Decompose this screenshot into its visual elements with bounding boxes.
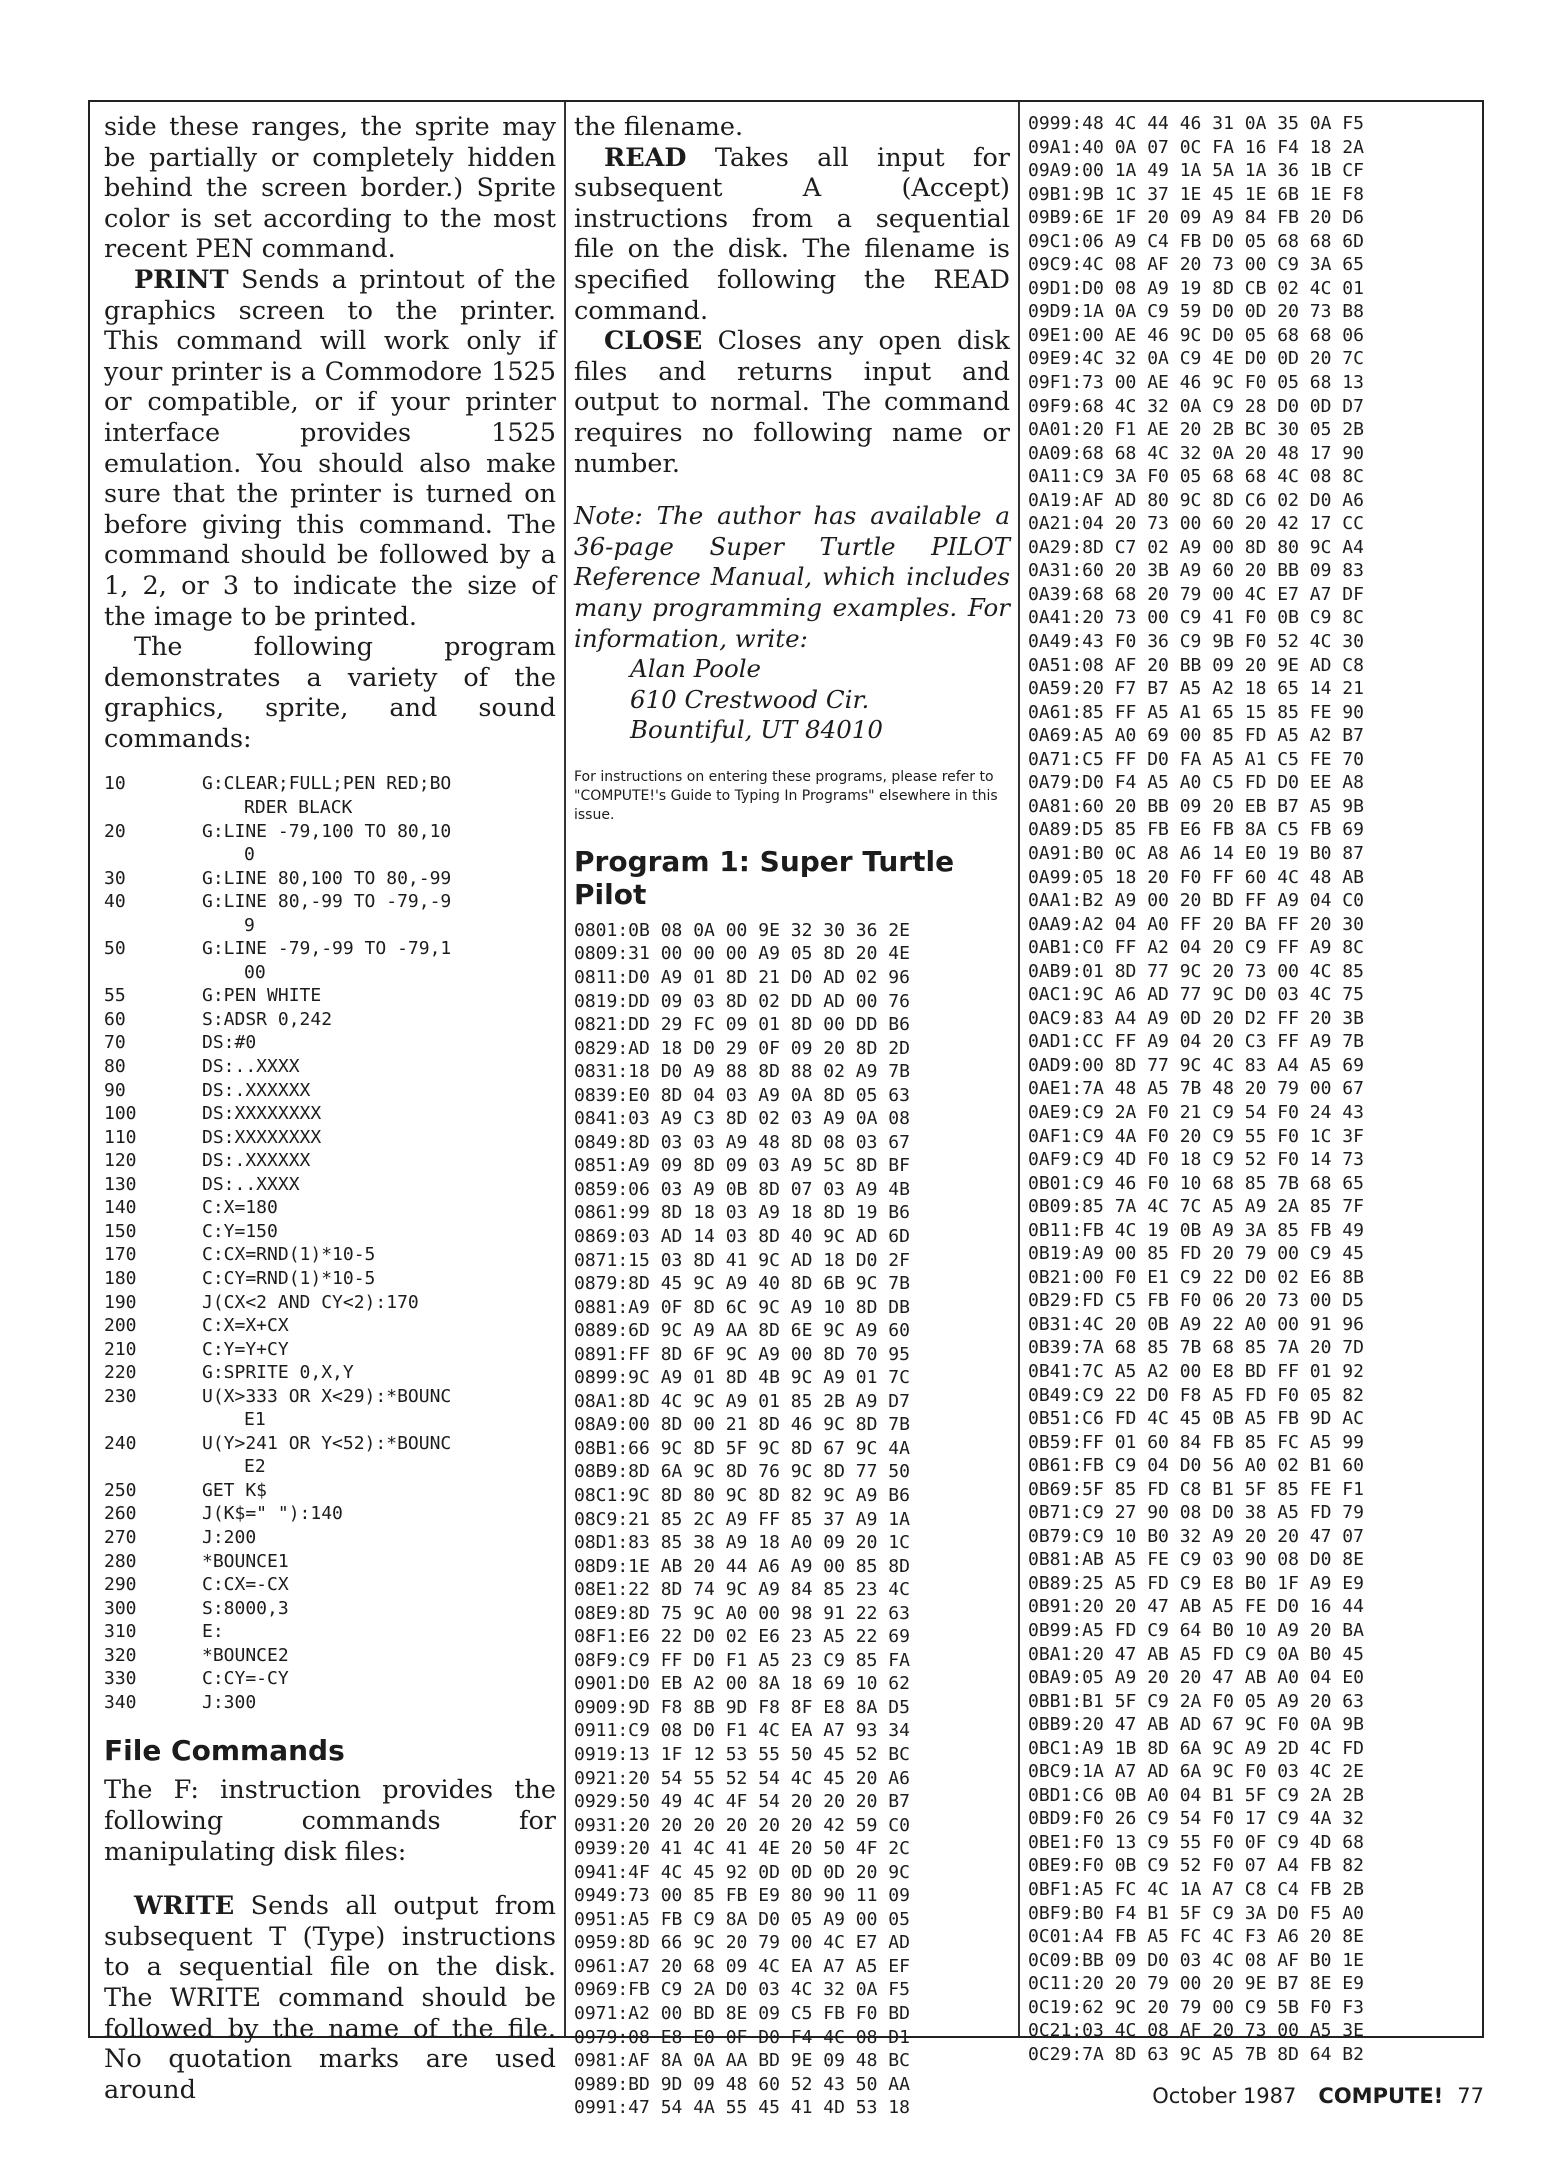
hex-line: 0891:FF 8D 6F 9C A9 00 8D 70 95 [574, 1343, 910, 1365]
hex-listing-column-3 [1028, 112, 1480, 2066]
hex-line: 0909:9D F8 8B 9D F8 8F E8 8A D5 [574, 1696, 910, 1718]
line-code: J(CX<2 AND CY<2):170 [202, 1291, 419, 1313]
line-number [104, 796, 202, 820]
hex-line: 0829:AD 18 D0 29 0F 09 20 8D 2D [574, 1037, 910, 1059]
hex-line: 0B09:85 7A 4C 7C A5 A9 2A 85 7F [1028, 1196, 1364, 1218]
hex-line: 0A29:8D C7 02 A9 00 8D 80 9C A4 [1028, 536, 1364, 558]
line-code: U(X>333 OR X<29):*BOUNC [202, 1385, 452, 1407]
line-code: G:LINE 80,100 TO 80,-99 [202, 867, 452, 889]
hex-line: 0981:AF 8A 0A AA BD 9E 09 48 BC [574, 2050, 910, 2072]
hex-line: 0AD9:00 8D 77 9C 4C 83 A4 A5 69 [1028, 1054, 1364, 1076]
hex-line: 0811:D0 A9 01 8D 21 D0 AD 02 96 [574, 966, 910, 988]
line-number: 320 [104, 1644, 137, 1666]
hex-line: 09B1:9B 1C 37 1E 45 1E 6B 1E F8 [1028, 183, 1364, 205]
hex-line: 0BD9:F0 26 C9 54 F0 17 C9 4A 32 [1028, 1808, 1364, 1830]
program-line [104, 820, 556, 844]
hex-line: 09E1:00 AE 46 9C D0 05 68 68 06 [1028, 324, 1364, 346]
hex-line: 0AD1:CC FF A9 04 20 C3 FF A9 7B [1028, 1031, 1364, 1053]
hex-line: 0A69:A5 A0 69 00 85 FD A5 A2 B7 [1028, 725, 1364, 747]
line-code: G:LINE 80,-99 TO -79,-9 [202, 891, 452, 913]
hex-line: 0971:A2 00 BD 8E 09 C5 FB F0 BD [574, 2003, 910, 2025]
program-line [104, 1550, 556, 1574]
hex-line: 0C29:7A 8D 63 9C A5 7B 8D 64 B2 [1028, 2043, 1364, 2065]
line-code: J:200 [202, 1526, 257, 1548]
hex-line: 0889:6D 9C A9 AA 8D 6E 9C A9 60 [574, 1320, 910, 1342]
hex-line: 0C19:62 9C 20 79 00 C9 5B F0 F3 [1028, 1996, 1364, 2018]
line-number: 240 [104, 1432, 137, 1454]
line-number: 300 [104, 1597, 137, 1619]
line-code: DS:XXXXXXXX [202, 1126, 322, 1148]
line-number: 150 [104, 1220, 137, 1242]
line-number: 60 [104, 1008, 126, 1030]
hex-line: 0C21:03 4C 08 AF 20 73 00 A5 3E [1028, 2020, 1364, 2042]
following-paragraph: The following program demonstrates a variety of the graphics, sprite, and sound commands: [104, 632, 556, 754]
hex-line: 08D9:1E AB 20 44 A6 A9 00 85 8D [574, 1555, 910, 1577]
line-code: RDER BLACK [244, 797, 353, 819]
program-line [104, 1267, 556, 1291]
hex-line: 0A21:04 20 73 00 60 20 42 17 CC [1028, 513, 1364, 535]
page-footer [1152, 2084, 1484, 2108]
hex-line: 0A91:B0 0C A8 A6 14 E0 19 B0 87 [1028, 842, 1364, 864]
line-number: 120 [104, 1150, 137, 1172]
hex-line: 0AB1:C0 FF A2 04 20 C9 FF A9 8C [1028, 937, 1364, 959]
line-number: 200 [104, 1315, 137, 1337]
line-number: 80 [104, 1056, 126, 1078]
program-line [104, 1644, 556, 1668]
program-line [104, 1361, 556, 1385]
line-number: 40 [104, 891, 126, 913]
line-code: G:PEN WHITE [202, 985, 322, 1007]
page-number: 77 [1457, 2084, 1484, 2108]
print-text: Sends a printout of the graphics screen to the printer. This command will work only if your printer is a Commodore 1525 or compatible, or if your printer interface provides 1525 emulation. You should also make sure that the printer is turned on before giving this command. The command should be followed by a 1, 2, or 3 to indicate the size of the image to be printed. [104, 264, 556, 632]
hex-line: 0979:08 E8 E0 0F D0 F4 4C 08 D1 [574, 2026, 910, 2048]
line-number: 340 [104, 1691, 137, 1713]
close-keyword: CLOSE [604, 326, 703, 357]
program-line [104, 1173, 556, 1197]
hex-line: 0801:0B 08 0A 00 9E 32 30 36 2E [574, 919, 910, 941]
hex-line: 0BF1:A5 FC 4C 1A A7 C8 C4 FB 2B [1028, 1879, 1364, 1901]
hex-line: 0A09:68 68 4C 32 0A 20 48 17 90 [1028, 442, 1364, 464]
program-line [104, 937, 556, 961]
hex-line: 0959:8D 66 9C 20 79 00 4C E7 AD [574, 1932, 910, 1954]
program-line [104, 1338, 556, 1362]
write-paragraph [104, 1891, 556, 2105]
program-line [104, 1385, 556, 1409]
hex-line: 0831:18 D0 A9 88 8D 88 02 A9 7B [574, 1061, 910, 1083]
hex-line: 0A81:60 20 BB 09 20 EB B7 A5 9B [1028, 795, 1364, 817]
hex-line: 0BB1:B1 5F C9 2A F0 05 A9 20 63 [1028, 1690, 1364, 1712]
hex-line: 0949:73 00 85 FB E9 80 90 11 09 [574, 1885, 910, 1907]
hex-line: 0941:4F 4C 45 92 0D 0D 0D 20 9C [574, 1861, 910, 1883]
line-number: 250 [104, 1479, 137, 1501]
line-code: J(K$=" "):140 [202, 1503, 343, 1525]
program-line [104, 1597, 556, 1621]
hex-line: 0BA1:20 47 AB A5 FD C9 0A B0 45 [1028, 1643, 1364, 1665]
hex-line: 08A9:00 8D 00 21 8D 46 9C 8D 7B [574, 1414, 910, 1436]
line-number: 310 [104, 1621, 137, 1643]
line-number: 50 [104, 938, 126, 960]
hex-line: 0C11:20 20 79 00 20 9E B7 8E E9 [1028, 1973, 1364, 1995]
filename-text: the filename. [574, 112, 744, 142]
line-code: 0 [244, 844, 255, 866]
author-note: Note: The author has available a 36-page Super Turtle PILOT Reference Manual, which includes many programming examples. For information, write: [574, 501, 1010, 653]
hex-line: 0B41:7C A5 A2 00 E8 BD FF 01 92 [1028, 1360, 1364, 1382]
line-code: C:CY=RND(1)*10-5 [202, 1267, 376, 1289]
line-code: G:CLEAR;FULL;PEN RED;BO [202, 773, 452, 795]
line-code: 9 [244, 914, 255, 936]
line-number: 290 [104, 1574, 137, 1596]
hex-line: 0AA1:B2 A9 00 20 BD FF A9 04 C0 [1028, 890, 1364, 912]
write-keyword: WRITE [134, 1891, 235, 1922]
program-line [104, 796, 556, 820]
hex-line: 0821:DD 29 FC 09 01 8D 00 DD B6 [574, 1014, 910, 1036]
hex-listing-column-2 [574, 919, 1010, 2120]
column-rule-1 [564, 102, 566, 2036]
hex-line: 09C9:4C 08 AF 20 73 00 C9 3A 65 [1028, 254, 1364, 276]
program-line [104, 867, 556, 891]
print-keyword: PRINT [134, 264, 229, 295]
line-code: DS:.XXXXXX [202, 1150, 311, 1172]
line-number: 230 [104, 1385, 137, 1407]
hex-line: 0921:20 54 55 52 54 4C 45 20 A6 [574, 1767, 910, 1789]
read-paragraph [574, 143, 1010, 327]
line-code: DS:.XXXXXX [202, 1079, 311, 1101]
line-code: 00 [244, 961, 266, 983]
hex-line: 09F9:68 4C 32 0A C9 28 D0 0D D7 [1028, 395, 1364, 417]
hex-line: 0C09:BB 09 D0 03 4C 08 AF B0 1E [1028, 1949, 1364, 1971]
hex-line: 0BE1:F0 13 C9 55 F0 0F C9 4D 68 [1028, 1831, 1364, 1853]
program-line [104, 1691, 556, 1715]
line-code: C:Y=Y+CY [202, 1338, 289, 1360]
hex-line: 0A89:D5 85 FB E6 FB 8A C5 FB 69 [1028, 819, 1364, 841]
hex-line: 0B81:AB A5 FE C9 03 90 08 D0 8E [1028, 1549, 1364, 1571]
hex-line: 0B59:FF 01 60 84 FB 85 FC A5 99 [1028, 1431, 1364, 1453]
program-line [104, 1479, 556, 1503]
hex-line: 0B71:C9 27 90 08 D0 38 A5 FD 79 [1028, 1502, 1364, 1524]
line-number: 140 [104, 1197, 137, 1219]
line-number: 280 [104, 1550, 137, 1572]
hex-line: 0939:20 41 4C 41 4E 20 50 4F 2C [574, 1838, 910, 1860]
hex-line: 0A49:43 F0 36 C9 9B F0 52 4C 30 [1028, 631, 1364, 653]
program-line [104, 1149, 556, 1173]
hex-line: 0951:A5 FB C9 8A D0 05 A9 00 05 [574, 1908, 910, 1930]
line-code: GET K$ [202, 1479, 268, 1501]
line-number: 70 [104, 1032, 126, 1054]
hex-line: 0B69:5F 85 FD C8 B1 5F 85 FE F1 [1028, 1478, 1364, 1500]
hex-line: 0A11:C9 3A F0 05 68 68 4C 08 8C [1028, 466, 1364, 488]
column-1 [104, 112, 556, 2105]
close-paragraph [574, 326, 1010, 479]
hex-line: 08F9:C9 FF D0 F1 A5 23 C9 85 FA [574, 1649, 910, 1671]
hex-line: 09B9:6E 1F 20 09 A9 84 FB 20 D6 [1028, 207, 1364, 229]
program-line [104, 1102, 556, 1126]
program-line [104, 1455, 556, 1479]
hex-line: 08B9:8D 6A 9C 8D 76 9C 8D 77 50 [574, 1461, 910, 1483]
line-code: DS:#0 [202, 1032, 257, 1054]
magazine-name: COMPUTE! [1318, 2084, 1444, 2108]
program-line [104, 1667, 556, 1691]
line-number [104, 1408, 202, 1432]
hex-line: 0881:A9 0F 8D 6C 9C A9 10 8D DB [574, 1296, 910, 1318]
program-line [104, 843, 556, 867]
hex-line: 0A99:05 18 20 F0 FF 60 4C 48 AB [1028, 866, 1364, 888]
hex-line: 09D1:D0 08 A9 19 8D CB 02 4C 01 [1028, 277, 1364, 299]
line-number: 210 [104, 1338, 137, 1360]
hex-line: 0B19:A9 00 85 FD 20 79 00 C9 45 [1028, 1243, 1364, 1265]
line-number: 10 [104, 773, 126, 795]
hex-line: 0B49:C9 22 D0 F8 A5 FD F0 05 82 [1028, 1384, 1364, 1406]
hex-line: 0969:FB C9 2A D0 03 4C 32 0A F5 [574, 1979, 910, 2001]
line-number [104, 1455, 202, 1479]
line-number: 330 [104, 1668, 137, 1690]
hex-line: 09C1:06 A9 C4 FB D0 05 68 68 6D [1028, 230, 1364, 252]
print-paragraph [104, 265, 556, 632]
hex-line: 0AB9:01 8D 77 9C 20 73 00 4C 85 [1028, 960, 1364, 982]
line-code: E: [202, 1621, 224, 1643]
program-line [104, 961, 556, 985]
hex-line: 0B91:20 20 47 AB A5 FE D0 16 44 [1028, 1596, 1364, 1618]
hex-line: 0809:31 00 00 00 A9 05 8D 20 4E [574, 943, 910, 965]
line-number: 90 [104, 1079, 126, 1101]
sprite-range-paragraph: side these ranges, the sprite may be partially or completely hidden behind the screen border.) Sprite color is set according to the most recent PEN command. [104, 112, 556, 265]
address-line-1: Alan Poole [630, 654, 762, 684]
line-number: 110 [104, 1126, 137, 1148]
line-code: S:ADSR 0,242 [202, 1008, 333, 1030]
hex-line: 0A71:C5 FF D0 FA A5 A1 C5 FE 70 [1028, 748, 1364, 770]
line-code: J:300 [202, 1691, 257, 1713]
hex-line: 0BF9:B0 F4 B1 5F C9 3A D0 F5 A0 [1028, 1902, 1364, 1924]
column-3 [1028, 112, 1480, 2065]
hex-line: 0851:A9 09 8D 09 03 A9 5C 8D BF [574, 1155, 910, 1177]
hex-line: 0A31:60 20 3B A9 60 20 BB 09 83 [1028, 560, 1364, 582]
hex-line: 0931:20 20 20 20 20 20 42 59 C0 [574, 1814, 910, 1836]
hex-line: 0989:BD 9D 09 48 60 52 43 50 AA [574, 2073, 910, 2095]
program-line [104, 1573, 556, 1597]
close-text: Closes any open disk files and returns input and output to normal. The command requires no following name or number. [574, 326, 1010, 479]
hex-line: 08E1:22 8D 74 9C A9 84 85 23 4C [574, 1579, 910, 1601]
line-number [104, 914, 202, 938]
hex-line: 0A61:85 FF A5 A1 65 15 85 FE 90 [1028, 701, 1364, 723]
read-keyword: READ [604, 142, 687, 173]
line-code: C:CX=RND(1)*10-5 [202, 1244, 376, 1266]
program-line [104, 1502, 556, 1526]
hex-line: 0A41:20 73 00 C9 41 F0 0B C9 8C [1028, 607, 1364, 629]
hex-line: 08F1:E6 22 D0 02 E6 23 A5 22 69 [574, 1626, 910, 1648]
hex-line: 0899:9C A9 01 8D 4B 9C A9 01 7C [574, 1367, 910, 1389]
hex-line: 09A9:00 1A 49 1A 5A 1A 36 1B CF [1028, 160, 1364, 182]
hex-line: 0859:06 03 A9 0B 8D 07 03 A9 4B [574, 1178, 910, 1200]
column-2 [574, 112, 1010, 2119]
program-line [104, 984, 556, 1008]
line-code: U(Y>241 OR Y<52):*BOUNC [202, 1432, 452, 1454]
hex-line: 09A1:40 0A 07 0C FA 16 F4 18 2A [1028, 136, 1364, 158]
program-line [104, 1243, 556, 1267]
hex-line: 0A39:68 68 20 79 00 4C E7 A7 DF [1028, 583, 1364, 605]
line-number [104, 843, 202, 867]
hex-line: 0A79:D0 F4 A5 A0 C5 FD D0 EE A8 [1028, 772, 1364, 794]
hex-line: 0AF1:C9 4A F0 20 C9 55 F0 1C 3F [1028, 1125, 1364, 1147]
line-code: DS:XXXXXXXX [202, 1103, 322, 1125]
program-line [104, 1196, 556, 1220]
program-line [104, 1408, 556, 1432]
hex-line: 0841:03 A9 C3 8D 02 03 A9 0A 08 [574, 1108, 910, 1130]
hex-line: 08D1:83 85 38 A9 18 A0 09 20 1C [574, 1532, 910, 1554]
file-commands-heading: File Commands [104, 1734, 345, 1768]
hex-line: 0A59:20 F7 B7 A5 A2 18 65 14 21 [1028, 678, 1364, 700]
program-line [104, 1008, 556, 1032]
hex-line: 09E9:4C 32 0A C9 4E D0 0D 20 7C [1028, 348, 1364, 370]
program-line [104, 1220, 556, 1244]
hex-line: 0BE9:F0 0B C9 52 F0 07 A4 FB 82 [1028, 1855, 1364, 1877]
write-text: Sends all output from subsequent T (Type) instructions to a sequential file on the disk. The WRITE command should be followed by the name of the file. No quotation marks are used around [104, 1891, 556, 2105]
program-line [104, 1079, 556, 1103]
hex-line: 0C01:A4 FB A5 FC 4C F3 A6 20 8E [1028, 1926, 1364, 1948]
hex-line: 0B61:FB C9 04 D0 56 A0 02 B1 60 [1028, 1455, 1364, 1477]
hex-line: 0BD1:C6 0B A0 04 B1 5F C9 2A 2B [1028, 1784, 1364, 1806]
issue-date: October 1987 [1152, 2084, 1297, 2108]
hex-line: 0B79:C9 10 B0 32 A9 20 20 47 07 [1028, 1525, 1364, 1547]
hex-line: 0AF9:C9 4D F0 18 C9 52 F0 14 73 [1028, 1149, 1364, 1171]
hex-line: 08A1:8D 4C 9C A9 01 85 2B A9 D7 [574, 1390, 910, 1412]
line-code: *BOUNCE2 [202, 1644, 289, 1666]
line-number: 100 [104, 1103, 137, 1125]
line-code: C:CX=-CX [202, 1574, 289, 1596]
hex-line: 0839:E0 8D 04 03 A9 0A 8D 05 63 [574, 1084, 910, 1106]
line-number [104, 961, 202, 985]
line-number: 30 [104, 867, 126, 889]
hex-line: 0B51:C6 FD 4C 45 0B A5 FB 9D AC [1028, 1408, 1364, 1430]
line-code: DS:..XXXX [202, 1173, 300, 1195]
line-code: G:LINE -79,-99 TO -79,1 [202, 938, 452, 960]
program-title: Program 1: Super Turtle Pilot [574, 844, 955, 911]
address-line-3: Bountiful, UT 84010 [630, 715, 883, 745]
line-code: E2 [244, 1456, 266, 1478]
line-number: 270 [104, 1526, 137, 1548]
line-number: 180 [104, 1267, 137, 1289]
basic-program-listing [104, 772, 556, 1714]
line-code: DS:..XXXX [202, 1056, 300, 1078]
hex-line: 08C9:21 85 2C A9 FF 85 37 A9 1A [574, 1508, 910, 1530]
line-code: S:8000,3 [202, 1597, 289, 1619]
hex-line: 0AC9:83 A4 A9 0D 20 D2 FF 20 3B [1028, 1007, 1364, 1029]
hex-line: 0999:48 4C 44 46 31 0A 35 0A F5 [1028, 113, 1364, 134]
program-line [104, 1432, 556, 1456]
hex-line: 0AC1:9C A6 AD 77 9C D0 03 4C 75 [1028, 984, 1364, 1006]
hex-line: 0B99:A5 FD C9 64 B0 10 A9 20 BA [1028, 1620, 1364, 1641]
hex-line: 0AA9:A2 04 A0 FF 20 BA FF 20 30 [1028, 913, 1364, 935]
hex-line: 0911:C9 08 D0 F1 4C EA A7 93 34 [574, 1720, 910, 1742]
hex-line: 0869:03 AD 14 03 8D 40 9C AD 6D [574, 1225, 910, 1247]
hex-line: 09F1:73 00 AE 46 9C F0 05 68 13 [1028, 372, 1364, 394]
line-code: C:CY=-CY [202, 1668, 289, 1690]
hex-line: 0861:99 8D 18 03 A9 18 8D 19 B6 [574, 1202, 910, 1224]
hex-line: 0B39:7A 68 85 7B 68 85 7A 20 7D [1028, 1337, 1364, 1359]
hex-line: 0BC1:A9 1B 8D 6A 9C A9 2D 4C FD [1028, 1737, 1364, 1759]
line-number: 55 [104, 985, 126, 1007]
hex-line: 08B1:66 9C 8D 5F 9C 8D 67 9C 4A [574, 1437, 910, 1459]
hex-line: 0879:8D 45 9C A9 40 8D 6B 9C 7B [574, 1273, 910, 1295]
hex-line: 0A19:AF AD 80 9C 8D C6 02 D0 A6 [1028, 489, 1364, 511]
hex-line: 08E9:8D 75 9C A0 00 98 91 22 63 [574, 1602, 910, 1624]
program-line [104, 772, 556, 796]
program-line [104, 914, 556, 938]
read-text: Takes all input for subsequent A (Accept) instructions from a sequential file on the disk. The filename is specified following the READ command. [574, 142, 1010, 326]
hex-line: 0B11:FB 4C 19 0B A9 3A 85 FB 49 [1028, 1219, 1364, 1241]
line-code: G:LINE -79,100 TO 80,10 [202, 820, 452, 842]
program-line [104, 1031, 556, 1055]
hex-line: 08C1:9C 8D 80 9C 8D 82 9C A9 B6 [574, 1485, 910, 1506]
typing-instructions: For instructions on entering these programs, please refer to "COMPUTE!'s Guide to Typing In Programs" elsewhere in this issue. [574, 768, 998, 823]
file-intro-paragraph: The F: instruction provides the following commands for manipulating disk files: [104, 1775, 556, 1867]
hex-line: 0B01:C9 46 F0 10 68 85 7B 68 65 [1028, 1172, 1364, 1194]
line-code: C:X=X+CX [202, 1315, 289, 1337]
hex-line: 0871:15 03 8D 41 9C AD 18 D0 2F [574, 1249, 910, 1271]
line-code: E1 [244, 1409, 266, 1431]
hex-line: 0B31:4C 20 0B A9 22 A0 00 91 96 [1028, 1313, 1364, 1335]
line-code: *BOUNCE1 [202, 1550, 289, 1572]
hex-line: 0AE9:C9 2A F0 21 C9 54 F0 24 43 [1028, 1101, 1364, 1123]
hex-line: 0901:D0 EB A2 00 8A 18 69 10 62 [574, 1673, 910, 1695]
program-line [104, 1126, 556, 1150]
program-line [104, 1055, 556, 1079]
hex-line: 0BC9:1A A7 AD 6A 9C F0 03 4C 2E [1028, 1761, 1364, 1783]
hex-line: 0B29:FD C5 FB F0 06 20 73 00 D5 [1028, 1290, 1364, 1312]
line-number: 130 [104, 1173, 137, 1195]
line-code: G:SPRITE 0,X,Y [202, 1362, 354, 1384]
column-rule-2 [1018, 102, 1020, 2036]
hex-line: 09D9:1A 0A C9 59 D0 0D 20 73 B8 [1028, 301, 1364, 323]
hex-line: 0A01:20 F1 AE 20 2B BC 30 05 2B [1028, 419, 1364, 441]
hex-line: 0BB9:20 47 AB AD 67 9C F0 0A 9B [1028, 1714, 1364, 1736]
program-line [104, 1526, 556, 1550]
line-number: 260 [104, 1503, 137, 1525]
hex-line: 0B21:00 F0 E1 C9 22 D0 02 E6 8B [1028, 1266, 1364, 1288]
hex-line: 0849:8D 03 03 A9 48 8D 08 03 67 [574, 1131, 910, 1153]
hex-line: 0961:A7 20 68 09 4C EA A7 A5 EF [574, 1955, 910, 1977]
hex-line: 0991:47 54 4A 55 45 41 4D 53 18 [574, 2097, 910, 2119]
hex-line: 0819:DD 09 03 8D 02 DD AD 00 76 [574, 990, 910, 1012]
hex-line: 0A51:08 AF 20 BB 09 20 9E AD C8 [1028, 654, 1364, 676]
line-code: C:Y=150 [202, 1220, 278, 1242]
hex-line: 0929:50 49 4C 4F 54 20 20 20 B7 [574, 1791, 910, 1813]
line-number: 20 [104, 820, 126, 842]
program-line [104, 1314, 556, 1338]
program-line [104, 890, 556, 914]
line-code: C:X=180 [202, 1197, 278, 1219]
program-line [104, 1291, 556, 1315]
line-number: 220 [104, 1362, 137, 1384]
program-line [104, 1620, 556, 1644]
hex-line: 0AE1:7A 48 A5 7B 48 20 79 00 67 [1028, 1078, 1364, 1100]
hex-line: 0919:13 1F 12 53 55 50 45 52 BC [574, 1744, 910, 1766]
hex-line: 0BA9:05 A9 20 20 47 AB A0 04 E0 [1028, 1667, 1364, 1689]
address-line-2: 610 Crestwood Cir. [630, 684, 870, 714]
line-number: 170 [104, 1244, 137, 1266]
hex-line: 0B89:25 A5 FD C9 E8 B0 1F A9 E9 [1028, 1572, 1364, 1594]
line-number: 190 [104, 1291, 137, 1313]
